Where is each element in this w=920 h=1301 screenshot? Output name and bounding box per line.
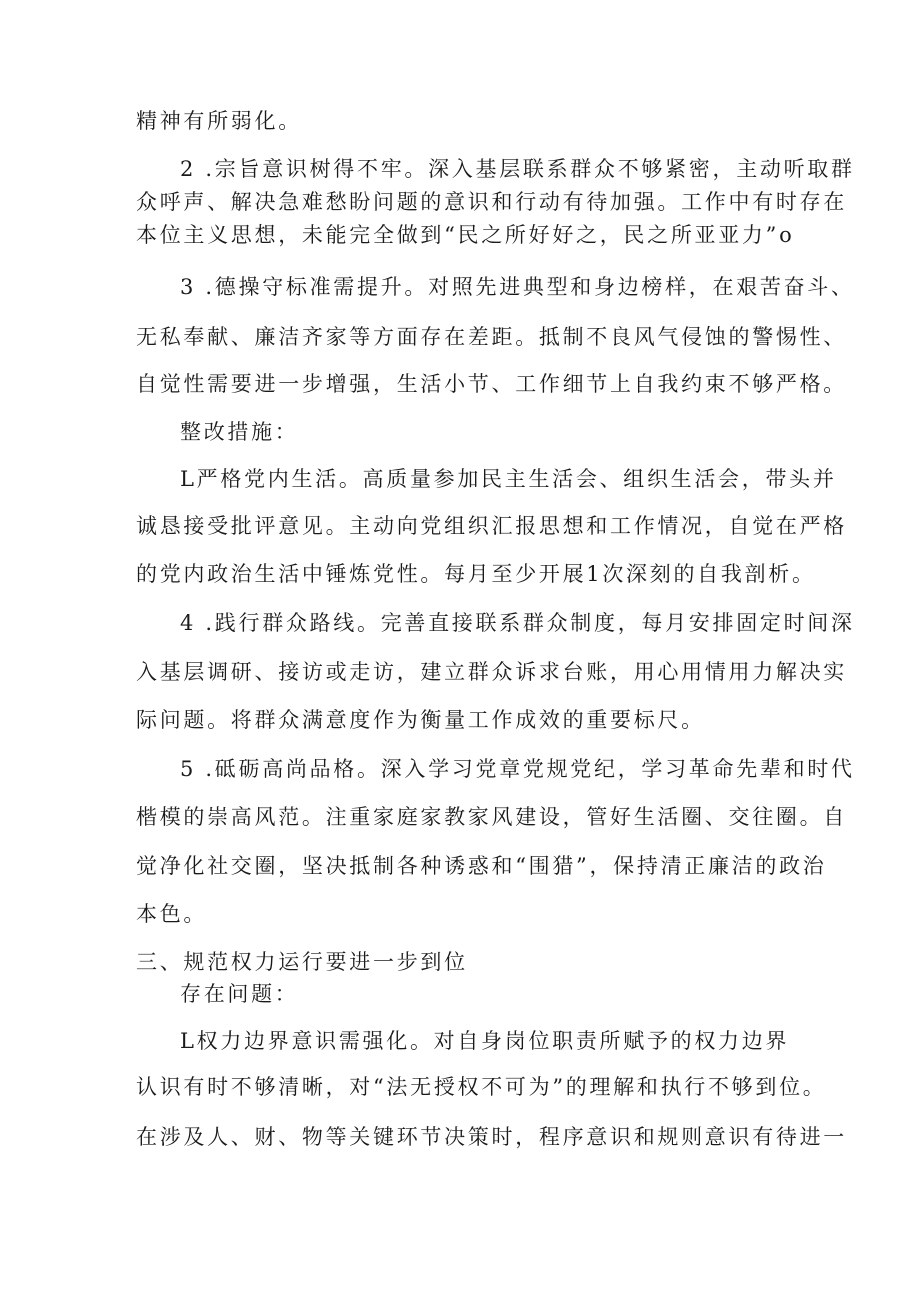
text-line: 楷模的崇高风范。注重家庭家教家风建设，管好生活圈、交往圈。自 <box>136 805 847 829</box>
text-line: 觉净化社交圈，坚决抵制各种诱惑和“围猎”，保持清正廉洁的政治 <box>136 854 827 878</box>
text-line: 的党内政治生活中锤炼党性。每月至少开展1次深刻的自我剖析。 <box>136 562 816 586</box>
section-heading: 三、规范权力运行要进一步到位 <box>136 950 468 974</box>
paragraph-item-4-line: 4 .践行群众路线。完善直接联系群众制度，每月安排固定时间深 <box>180 611 855 635</box>
text-line: 本色。 <box>136 902 208 926</box>
text-line: 无私奉献、廉洁齐家等方面存在差距。抵制不良风气侵蚀的警惕性、 <box>136 325 847 349</box>
text-line: 自觉性需要进一步增强，生活小节、工作细节上自我约束不够严格。 <box>136 372 847 396</box>
text-line: 本位主义思想，未能完全做到“民之所好好之，民之所亚亚力”o <box>136 223 795 247</box>
text-line: 在涉及人、财、物等关键环节决策时，程序意识和规则意识有待进一 <box>136 1125 847 1149</box>
paragraph-item-2-line: 2 .宗旨意识树得不牢。深入基层联系群众不够紧密，主动听取群 <box>180 157 855 181</box>
paragraph-item-3-line: 3 .德操守标准需提升。对照先进典型和身边榜样，在艰苦奋斗、 <box>180 275 855 299</box>
section-subheading: 整改措施： <box>180 420 299 444</box>
paragraph-item-1-line: L严格党内生活。高质量参加民主生活会、组织生活会，带头并 <box>180 467 837 491</box>
text-line: 际问题。将群众满意度作为衡量工作成效的重要标尺。 <box>136 708 705 732</box>
text-line: 众呼声、解决急难愁盼问题的意识和行动有待加强。工作中有时存在 <box>136 190 847 214</box>
section-subheading: 存在问题： <box>180 982 299 1006</box>
paragraph-item-1-line: L权力边界意识需强化。对自身岗位职责所赋予的权力边界 <box>180 1029 790 1053</box>
text-line: 精神有所弱化。 <box>136 109 302 133</box>
text-line: 认识有时不够清晰，对“法无授权不可为”的理解和执行不够到位。 <box>136 1075 827 1099</box>
text-line: 诚恳接受批评意见。主动向党组织汇报思想和工作情况，自觉在严格 <box>136 514 847 538</box>
text-line: 入基层调研、接访或走访，建立群众诉求台账，用心用情用力解决实 <box>136 660 847 684</box>
paragraph-item-5-line: 5 .砥砺高尚品格。深入学习党章党规党纪，学习革命先辈和时代 <box>180 757 855 781</box>
